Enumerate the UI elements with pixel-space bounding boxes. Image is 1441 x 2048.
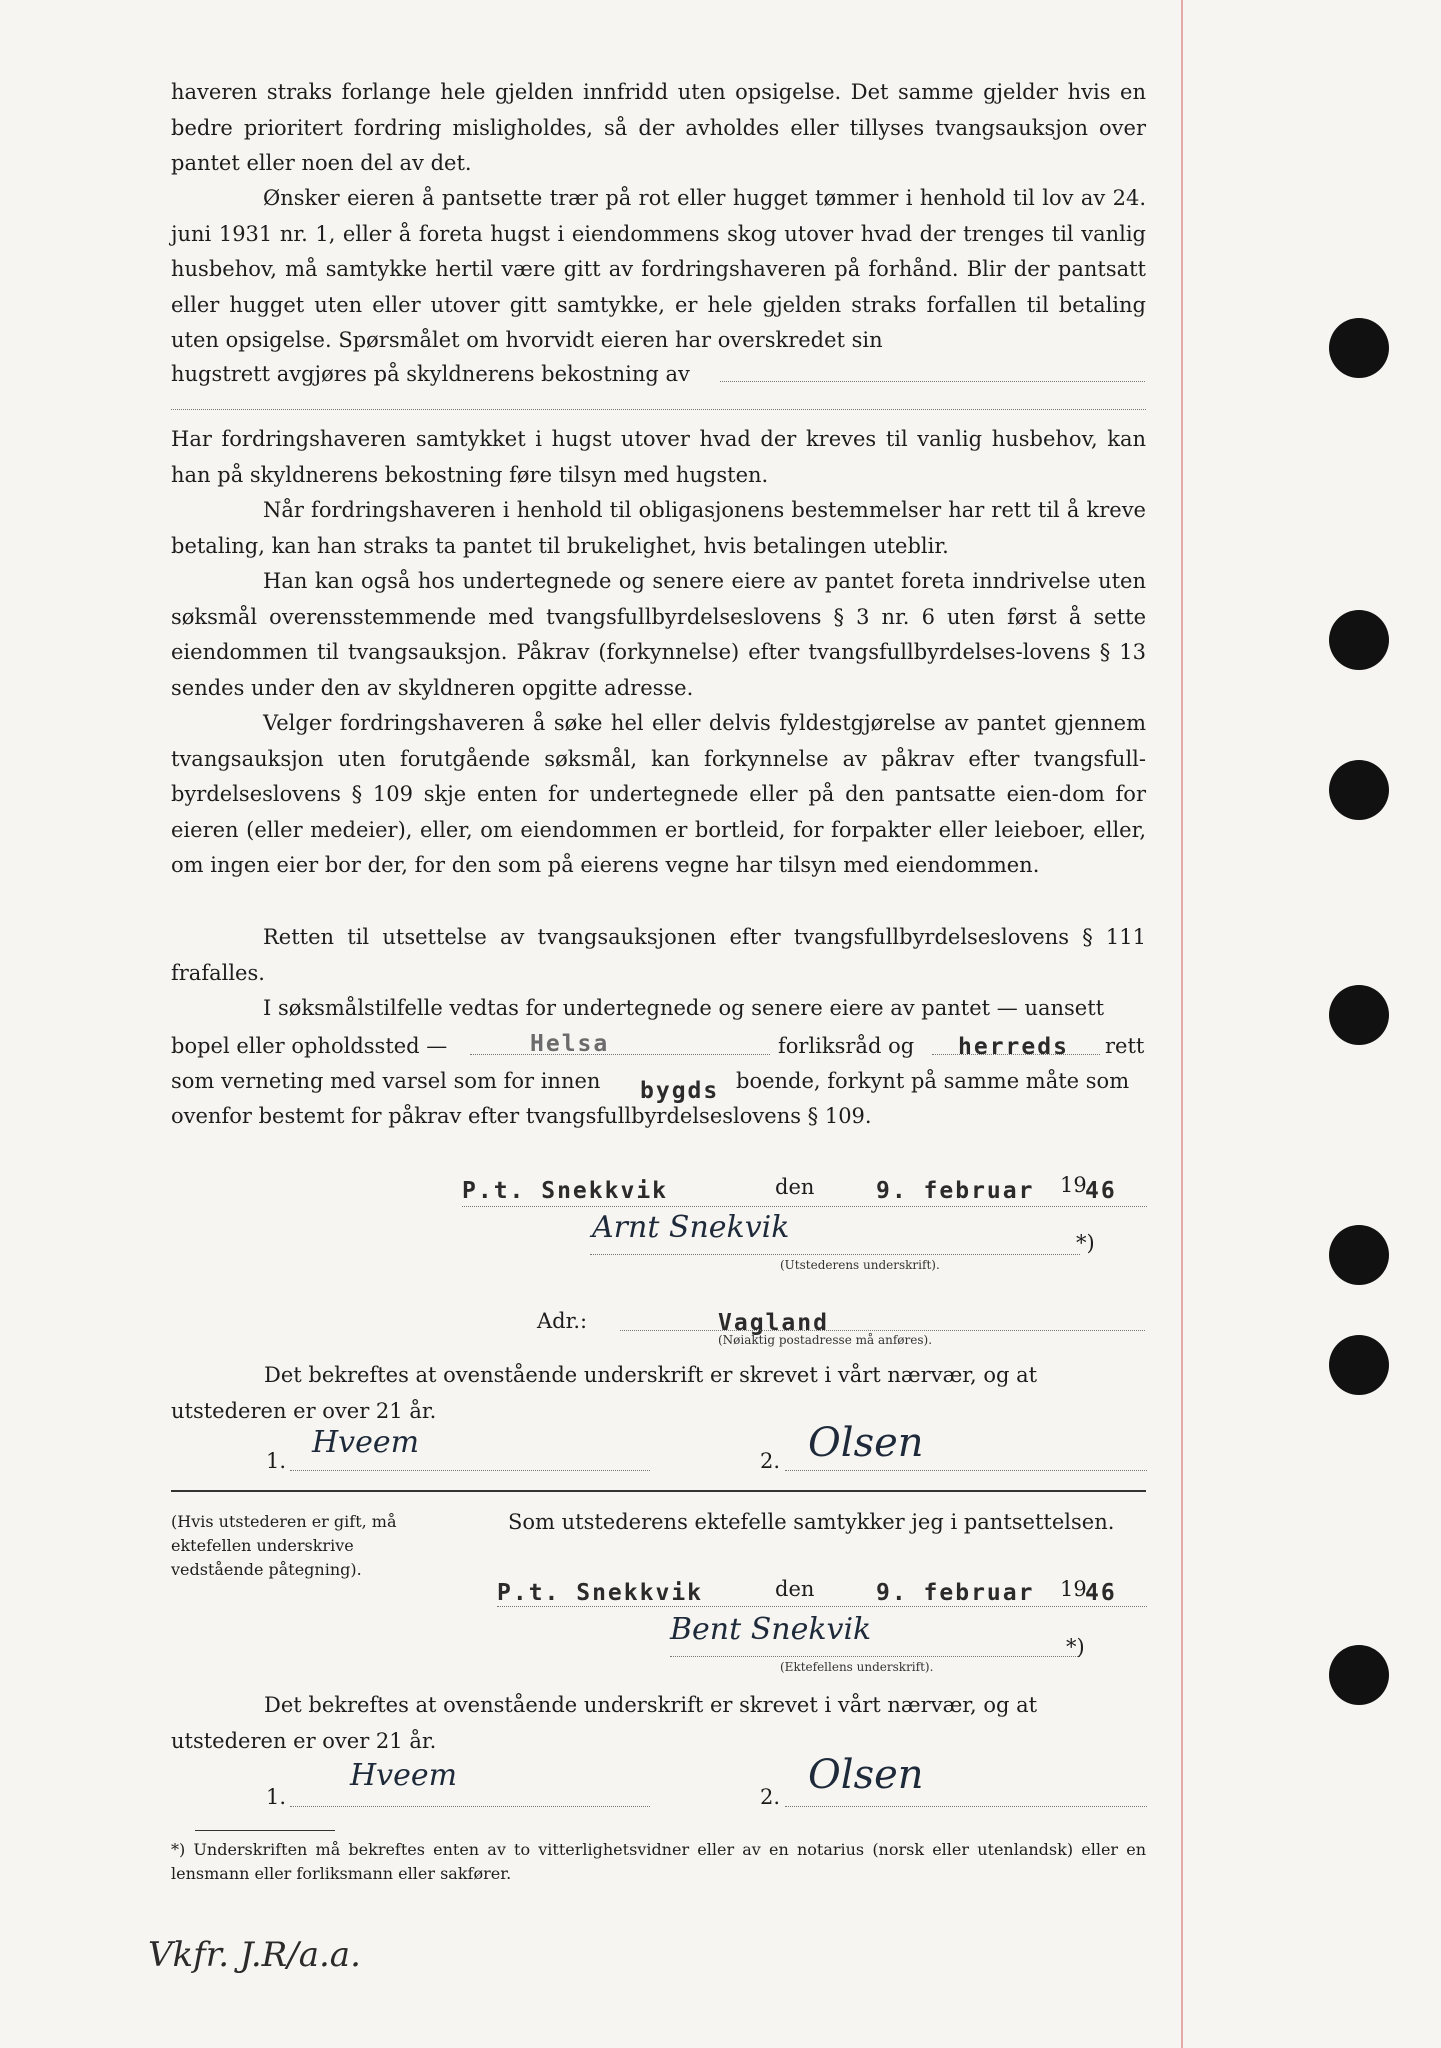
signature-caption: (Utstederens underskrift). <box>780 1258 940 1272</box>
confirmation-text: Det bekreftes at ovenstående underskrift er skrevet i vårt nærvær, og at <box>264 1363 1038 1387</box>
fill-line <box>171 409 1146 410</box>
fill-line <box>670 1656 1080 1657</box>
paragraph-venue: I søksmålstilfelle vedtas for undertegnede og senere eiere av pantet — uansett <box>263 996 1105 1020</box>
paragraph-timber: Ønsker eieren å pantsette trær på rot eller hugget tømmer i henhold til lov av 24. juni 1931 nr. 1, eller å foreta hugst i eiendommens skog utover hvad der trenges til vanlig husbehov, må samtykke hertil være gitt av fordringshaveren på forhånd. Blir der pantsatt eller hugget uten eller utover gitt samtykke, er hele gjelden straks forfallen til betaling uten opsigelse. Spørsmålet om hvorvidt eieren har overskredet sin <box>171 186 1146 352</box>
den-label: den <box>775 1175 815 1199</box>
confirmation-text: utstederen er over 21 år. <box>171 1729 437 1753</box>
year-suffix: 46 <box>1085 1178 1117 1204</box>
fill-line <box>462 1206 1147 1207</box>
venue-text: boende, forkynt på samme måte som <box>736 1069 1130 1093</box>
place-field: P.t. Snekkvik <box>497 1580 704 1606</box>
fill-line <box>785 1470 1147 1471</box>
witness-signature: Olsen <box>808 1420 924 1466</box>
venue-text: forliksråd og <box>778 1034 915 1058</box>
asterisk-ref: *) <box>1066 1635 1085 1659</box>
year-prefix: 19 <box>1060 1577 1087 1601</box>
fill-line <box>290 1806 650 1807</box>
paragraph-auction: Velger fordringshaveren å søke hel eller delvis fyldestgjørelse av pantet gjennem tvangsauksjon uten forutgående søksmål, kan forkynnelse av påkrav efter tvangsfull-byrdelseslovens § 109 skje enten for undertegnede eller på den pantsatte eien-dom for eieren (eller medeier), eller, om eiendommen er bortleid, for forpakter eller leieboer, eller, om ingen eier bor der, for den som på eierens vegne har tilsyn med eiendommen. <box>171 711 1146 877</box>
witness-number: 2. <box>760 1785 781 1809</box>
punch-hole <box>1329 1335 1389 1395</box>
witness-signature: Hveem <box>312 1425 420 1460</box>
year-suffix: 46 <box>1085 1580 1117 1606</box>
venue-text: ovenfor bestemt for påkrav efter tvangsfullbyrdelseslovens § 109. <box>171 1104 872 1128</box>
year-prefix: 19 <box>1060 1173 1087 1197</box>
fill-line <box>620 1330 1145 1331</box>
date-field: 9. februar <box>876 1178 1035 1204</box>
den-label: den <box>775 1577 815 1601</box>
fill-line <box>590 1254 1080 1255</box>
paragraph-postponement: Retten til utsettelse av tvangsauksjonen efter tvangsfullbyrdelseslovens § 111 frafalles. <box>171 925 1146 985</box>
fill-line <box>470 1054 770 1055</box>
typed-bygds: bygds <box>640 1078 720 1104</box>
punch-hole <box>1329 760 1389 820</box>
witness-number: 1. <box>266 1449 287 1473</box>
paragraph-collection: Han kan også hos undertegnede og senere eiere av pantet foreta inndrivelse uten søksmål overensstemmende med tvangsfullbyrdelseslovens § 3 nr. 6 uten først å sette eiendommen til tvangsauksjon. Påkrav (forkynnelse) efter tvangsfullbyrdelses-lovens § 13 sendes under den av skyldneren opgitte adresse. <box>171 569 1146 700</box>
confirmation-text: Det bekreftes at ovenstående underskrift er skrevet i vårt nærvær, og at <box>264 1693 1038 1717</box>
signature-issuer: Arnt Snekvik <box>592 1210 790 1245</box>
margin-annotation: Vkfr. J.R/a.a. <box>148 1935 361 1975</box>
typed-court: Helsa <box>530 1031 610 1057</box>
married-note: (Hvis utstederen er gift, må ektefellen underskrive vedstående påtegning). <box>171 1512 397 1579</box>
punch-hole <box>1329 318 1389 378</box>
punch-hole <box>1329 985 1389 1045</box>
signature-caption: (Ektefellens underskrift). <box>780 1660 934 1674</box>
punch-hole <box>1329 1225 1389 1285</box>
punch-hole <box>1329 610 1389 670</box>
venue-text: som verneting med varsel som for innen <box>171 1069 601 1093</box>
paragraph-timber-end: hugstrett avgjøres på skyldnerens bekostning av <box>171 362 690 386</box>
venue-text: rett <box>1105 1034 1145 1058</box>
paragraph-possession: Når fordringshaveren i henhold til obligasjonens bestemmelser har rett til å kreve betaling, kan han straks ta pantet til brukelighet, hvis betalingen uteblir. <box>171 498 1146 558</box>
confirmation-text: utstederen er over 21 år. <box>171 1399 437 1423</box>
fill-line <box>290 1470 650 1471</box>
asterisk-ref: *) <box>1076 1231 1095 1255</box>
address-field: Vagland <box>718 1310 829 1336</box>
place-field: P.t. Snekkvik <box>462 1178 669 1204</box>
fill-line <box>785 1806 1147 1807</box>
footnote: *) Underskriften må bekreftes enten av to vitterlighetsvidner eller av en notarius (norsk eller utenlandsk) eller en lensmann eller forliksmann eller sakfører. <box>171 1840 1146 1883</box>
fill-line <box>497 1606 1147 1607</box>
paragraph-supervision: Har fordringshaveren samtykket i hugst utover hvad der kreves til vanlig husbehov, kan han på skyldnerens bekostning føre tilsyn med hugsten. <box>171 427 1146 487</box>
section-divider <box>171 1490 1146 1492</box>
venue-text: bopel eller opholdssted — <box>171 1034 448 1058</box>
margin-line <box>1181 0 1183 2048</box>
punch-hole <box>1329 1645 1389 1705</box>
signature-spouse: Bent Snekvik <box>670 1612 872 1647</box>
date-field: 9. februar <box>876 1580 1035 1606</box>
fill-line <box>720 381 1145 382</box>
address-label: Adr.: <box>537 1309 588 1333</box>
typed-herreds: herreds <box>958 1034 1069 1060</box>
witness-signature: Olsen <box>808 1752 924 1798</box>
witness-signature: Hveem <box>350 1758 458 1793</box>
footnote-rule <box>195 1830 335 1831</box>
address-caption: (Nøiaktig postadresse må anføres). <box>718 1333 933 1347</box>
witness-number: 2. <box>760 1449 781 1473</box>
paragraph-default-terms: haveren straks forlange hele gjelden innfridd uten opsigelse. Det samme gjelder hvis en bedre prioritert fordring misligholdes, så der avholdes eller tillyses tvangsauksjon over pantet eller noen del av det. <box>171 80 1146 175</box>
witness-number: 1. <box>266 1785 287 1809</box>
spouse-consent: Som utstederens ektefelle samtykker jeg i pantsettelsen. <box>508 1510 1115 1534</box>
